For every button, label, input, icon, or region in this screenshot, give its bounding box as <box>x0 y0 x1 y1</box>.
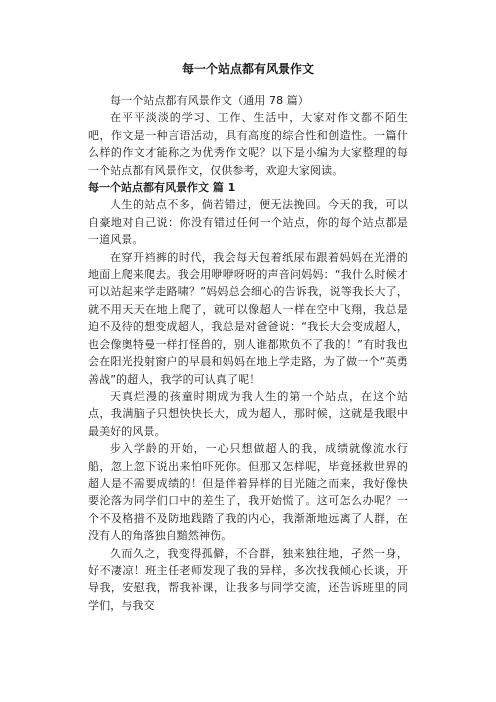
body-paragraph-5: 久而久之，我变得孤僻，不合群，独来独往地，孑然一身，好不凄凉！班主任老师发现了我的异样，多次找我倾心长谈，开导我，安慰我，帮我补课，让我多与同学交流，还告诉班里的同学们，与我交 <box>88 546 408 612</box>
body-paragraph-4: 步入学龄的开始，一心只想做超人的我，成绩就像流水行船，忽上忽下说出来怕吓死你。但那又怎样呢，毕竟拯救世界的超人是不需要成绩的！但是伴着异样的目光随之而来，我好像快要沦落为同学们口中的差生了，我开始慌了。这可怎么办呢？一个不及格措不及防地践踏了我的内心，我渐渐地远离了人群，在没有人的角落独自黯然神伤。 <box>88 442 408 543</box>
body-paragraph-1: 人生的站点不多，倘若错过，便无法挽回。今天的我，可以自豪地对自己说：你没有错过任何一个站点，你的每个站点都是一道风景。 <box>88 198 408 247</box>
document-title: 每一个站点都有风景作文 <box>181 62 314 76</box>
body-paragraph-3: 天真烂漫的孩童时期成为我人生的第一个站点，在这个站点，我满脑子只想快快长大，成为超人，那时候，这就是我眼中最美好的风景。 <box>88 389 408 438</box>
subtitle-paragraph: 每一个站点都有风景作文（通用 78 篇） <box>110 94 309 107</box>
section-heading: 每一个站点都有风景作文 篇 1 <box>88 181 236 195</box>
body-paragraph-2: 在穿开裆裤的时代，我会每天包着纸尿布跟着妈妈在光滑的地面上爬来爬去。我会用咿咿呀呀的声音问妈妈：“我什么时候才可以站起来学走路啸？”妈妈总会细心的告诉我，说等我长大了，就不用天天在地上爬了，就可以像超人一样在空中飞翔，我总是迫不及待的想变成超人，我总是对爸爸说：“我长大会变成超人，也会像奥特曼一样打怪兽的，别人谁都欺负不了我的！”有时我也会在阳光投射窗户的早晨和妈妈在地上学走路，为了做一个“英勇善战”的超人，我学的可认真了呢！ <box>88 250 408 386</box>
intro-paragraph: 在平平淡淡的学习、工作、生活中，大家对作文都不陌生吧，作文是一种言语活动，具有高度的综合性和创造性。一篇什么样的作文才能称之为优秀作文呢？以下是小编为大家整理的每一个站点都有风景作文，仅供参考，欢迎大家阅读。 <box>88 111 408 177</box>
